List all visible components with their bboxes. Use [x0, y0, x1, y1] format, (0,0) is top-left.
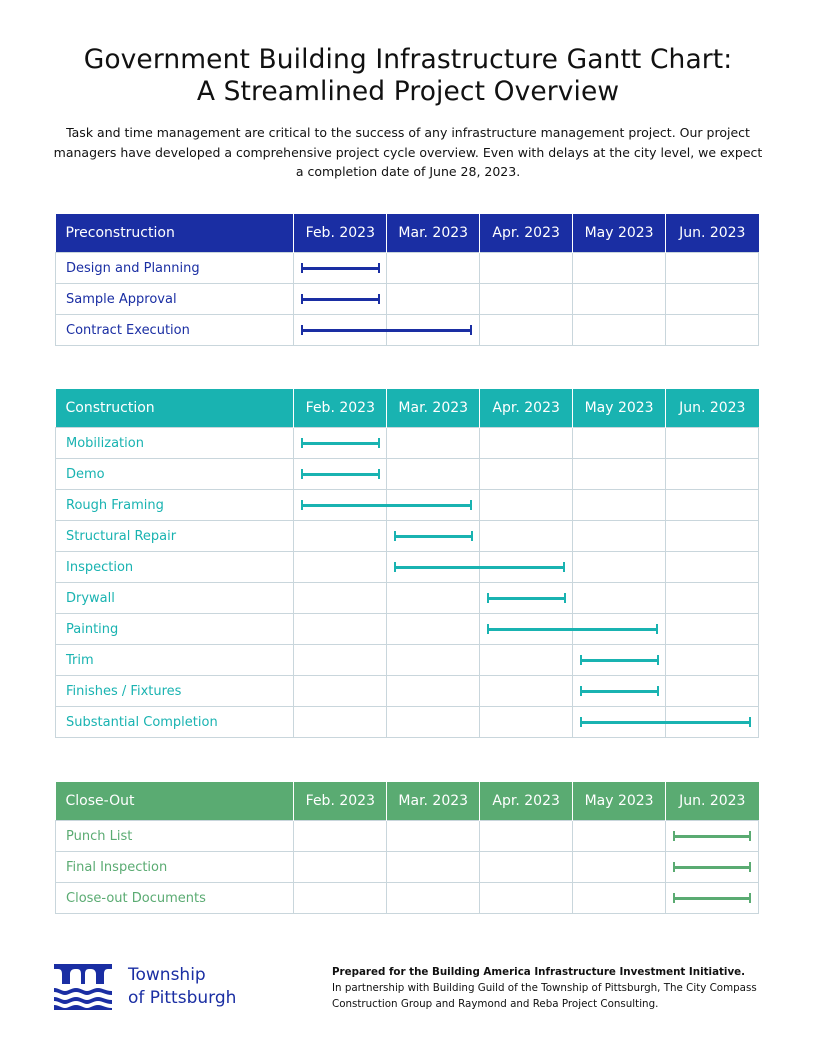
month-cell	[666, 821, 759, 852]
month-cell	[387, 284, 480, 315]
task-label: Punch List	[56, 821, 294, 852]
phase-header: Construction	[65, 400, 155, 416]
month-header: Mar. 2023	[387, 782, 480, 821]
month-cell	[573, 707, 666, 738]
month-header: Apr. 2023	[480, 389, 573, 428]
table-row	[56, 676, 759, 707]
month-cell	[666, 583, 759, 614]
title-line-1: Government Building Infrastructure Gantt Chart:	[83, 44, 733, 75]
month-cell	[387, 614, 480, 645]
task-label: Close-out Documents	[56, 883, 294, 914]
month-header: May 2023	[573, 214, 666, 253]
gantt-bar	[581, 690, 657, 693]
table-row	[56, 821, 759, 852]
month-cell	[666, 614, 759, 645]
month-cell	[480, 707, 573, 738]
gantt-bar	[395, 535, 471, 538]
township-waves-icon	[54, 964, 112, 1010]
month-cell	[294, 490, 387, 521]
table-row	[56, 428, 759, 459]
month-cell	[480, 645, 573, 676]
month-cell	[573, 490, 666, 521]
gantt-bar	[674, 835, 750, 838]
month-cell	[294, 583, 387, 614]
task-label: Design and Planning	[56, 253, 294, 284]
month-cell	[573, 821, 666, 852]
phase-header: Preconstruction	[65, 225, 175, 241]
month-header: Feb. 2023	[294, 389, 387, 428]
month-cell	[294, 253, 387, 284]
month-cell	[573, 614, 666, 645]
month-cell	[387, 645, 480, 676]
month-cell	[387, 521, 480, 552]
month-header: Feb. 2023	[294, 782, 387, 821]
month-header: Mar. 2023	[387, 389, 480, 428]
task-label: Sample Approval	[56, 284, 294, 315]
task-label: Mobilization	[56, 428, 294, 459]
month-header: Jun. 2023	[666, 214, 759, 253]
month-cell	[387, 883, 480, 914]
month-cell	[573, 521, 666, 552]
month-cell	[573, 645, 666, 676]
title-line-2: A Streamlined Project Overview	[196, 76, 620, 107]
month-cell	[480, 852, 573, 883]
month-cell	[387, 428, 480, 459]
month-cell	[573, 552, 666, 583]
month-cell	[480, 284, 573, 315]
task-label: Structural Repair	[56, 521, 294, 552]
task-label: Substantial Completion	[56, 707, 294, 738]
month-header: May 2023	[573, 782, 666, 821]
month-cell	[294, 883, 387, 914]
table-row	[56, 284, 759, 315]
month-cell	[387, 707, 480, 738]
month-cell	[294, 459, 387, 490]
month-cell	[294, 821, 387, 852]
month-cell	[294, 315, 387, 346]
month-cell	[294, 552, 387, 583]
month-cell	[294, 676, 387, 707]
org-name-line-2: of Pittsburgh	[128, 988, 237, 1008]
month-cell	[666, 315, 759, 346]
month-header: Mar. 2023	[387, 214, 480, 253]
partnership: In partnership with Building Guild of the Township of Pittsburgh, The City Compass Construction Group and Raymond and Reba Project Consulting.	[332, 982, 757, 1010]
month-cell	[480, 821, 573, 852]
month-cell	[666, 852, 759, 883]
month-header: May 2023	[573, 389, 666, 428]
gantt-bar	[674, 897, 750, 900]
gantt-bar	[302, 298, 378, 301]
month-cell	[666, 645, 759, 676]
month-cell	[387, 552, 480, 583]
table-row	[56, 883, 759, 914]
month-cell	[666, 521, 759, 552]
table-row	[56, 583, 759, 614]
gantt-bar	[674, 866, 750, 869]
month-cell	[666, 552, 759, 583]
task-label: Trim	[56, 645, 294, 676]
month-cell	[294, 645, 387, 676]
table-row	[56, 315, 759, 346]
month-cell	[480, 614, 573, 645]
intro-paragraph: Task and time management are critical to the success of any infrastructure management project. Our project managers have developed a comprehensive project cycle overview. Even with delays at the city level, we expect a completion date of June 28, 2023.	[53, 125, 763, 179]
org-name	[128, 964, 236, 1010]
table-row	[56, 253, 759, 284]
month-header: Apr. 2023	[480, 214, 573, 253]
table-row	[56, 459, 759, 490]
month-cell	[480, 315, 573, 346]
task-label: Inspection	[56, 552, 294, 583]
month-cell	[387, 459, 480, 490]
month-cell	[666, 707, 759, 738]
month-cell	[573, 253, 666, 284]
month-cell	[666, 490, 759, 521]
table-row	[56, 521, 759, 552]
task-label: Demo	[56, 459, 294, 490]
month-cell	[294, 614, 387, 645]
task-label: Rough Framing	[56, 490, 294, 521]
month-cell	[573, 583, 666, 614]
month-cell	[294, 852, 387, 883]
month-header: Feb. 2023	[294, 214, 387, 253]
prepared-for: Prepared for the Building America Infrastructure Investment Initiative.	[332, 966, 746, 978]
phase-table-construction	[55, 389, 759, 738]
task-label: Painting	[56, 614, 294, 645]
month-cell	[480, 676, 573, 707]
month-cell	[573, 315, 666, 346]
month-cell	[387, 490, 480, 521]
phase-table-preconstruction	[55, 214, 759, 346]
month-cell	[387, 676, 480, 707]
month-cell	[666, 883, 759, 914]
month-cell	[387, 852, 480, 883]
month-cell	[666, 676, 759, 707]
page-title	[0, 44, 816, 108]
month-header: Jun. 2023	[666, 389, 759, 428]
table-row	[56, 552, 759, 583]
month-cell	[387, 253, 480, 284]
month-cell	[573, 676, 666, 707]
month-cell	[294, 707, 387, 738]
month-cell	[480, 428, 573, 459]
task-label: Drywall	[56, 583, 294, 614]
month-cell	[666, 428, 759, 459]
task-label: Final Inspection	[56, 852, 294, 883]
gantt-bar	[302, 442, 378, 445]
month-cell	[573, 284, 666, 315]
table-row	[56, 614, 759, 645]
month-cell	[666, 284, 759, 315]
month-header: Apr. 2023	[480, 782, 573, 821]
month-cell	[480, 490, 573, 521]
org-name-line-1: Township	[128, 965, 206, 985]
gantt-bar	[302, 267, 378, 270]
month-cell	[480, 253, 573, 284]
table-row	[56, 852, 759, 883]
table-row	[56, 707, 759, 738]
task-label: Contract Execution	[56, 315, 294, 346]
month-cell	[480, 583, 573, 614]
month-cell	[573, 852, 666, 883]
month-cell	[573, 883, 666, 914]
table-row	[56, 645, 759, 676]
month-cell	[480, 552, 573, 583]
task-label: Finishes / Fixtures	[56, 676, 294, 707]
gantt-bar	[581, 659, 657, 662]
credits	[332, 964, 772, 1012]
month-cell	[387, 821, 480, 852]
month-cell	[573, 459, 666, 490]
month-cell	[573, 428, 666, 459]
month-cell	[480, 883, 573, 914]
table-row	[56, 490, 759, 521]
phase-header: Close-Out	[65, 793, 135, 809]
gantt-bar	[302, 473, 378, 476]
month-cell	[480, 521, 573, 552]
month-cell	[666, 253, 759, 284]
month-cell	[294, 521, 387, 552]
month-cell	[387, 583, 480, 614]
month-header: Jun. 2023	[666, 782, 759, 821]
month-cell	[294, 284, 387, 315]
month-cell	[480, 459, 573, 490]
phase-table-close-out	[55, 782, 759, 914]
month-cell	[387, 315, 480, 346]
gantt-bar	[488, 597, 564, 600]
month-cell	[666, 459, 759, 490]
month-cell	[294, 428, 387, 459]
